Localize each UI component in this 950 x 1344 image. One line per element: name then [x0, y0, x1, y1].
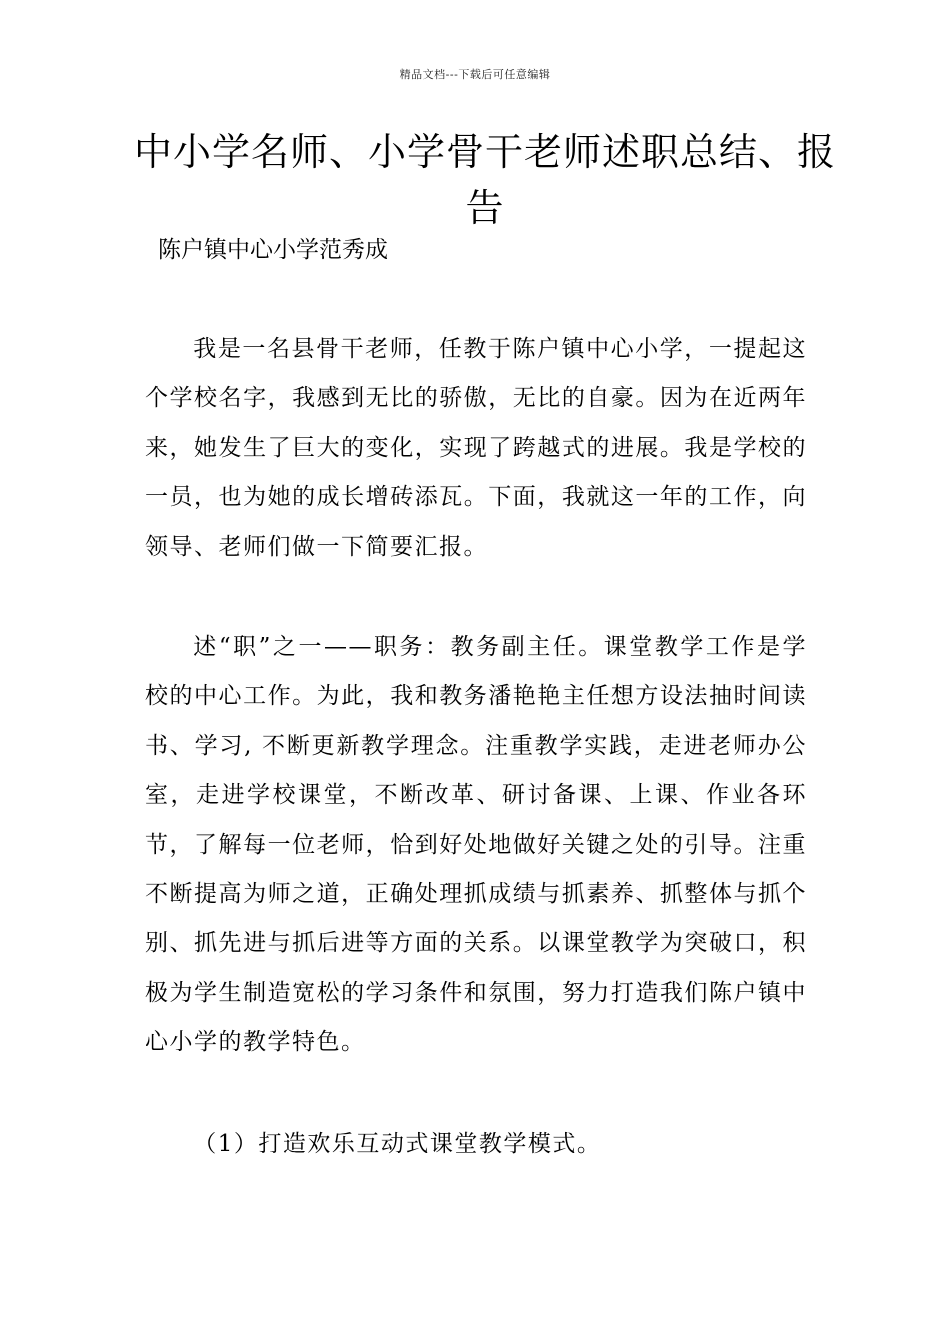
- header-note: 精品文档---下载后可任意编辑: [399, 68, 551, 81]
- document-title: 中小学名师、小学骨干老师述职总结、报告: [133, 130, 836, 230]
- body-paragraph-1: [145, 325, 807, 572]
- body-paragraph-2: [145, 623, 807, 1068]
- body-paragraph-3: [145, 1120, 807, 1169]
- paragraph-text: （1）打造欢乐互动式课堂教学模式。: [193, 1131, 602, 1157]
- paragraph-text: 我是一名县骨干老师，任教于陈户镇中心小学，一提起这个学校名字，我感到无比的骄傲，无比的自豪。因为在近两年来，她发生了巨大的变化，实现了跨越式的进展。我是学校的一员，也为她的成长增砖添瓦。下面，我就这一年的工作，向领导、老师们做一下简要汇报。: [145, 336, 807, 560]
- paragraph-text: 述“职”之一——职务：教务副主任。课堂教学工作是学校的中心工作。为此，我和教务潘艳艳主任想方设法抽时间读书、学习, 不断更新教学理念。注重教学实践，走进老师办公室，走进学校课堂，不断改革、研讨备课、上课、作业各环节，了解每一位老师，恰到好处地做好关键之处的引导。注重不断提高为师之道，正确处理抓成绩与抓素养、抓整体与抓个别、抓先进与抓后进等方面的关系。以课堂教学为突破口，积极为学生制造宽松的学习条件和氛围，努力打造我们陈户镇中心小学的教学特色。: [145, 634, 807, 1056]
- document-author: 陈户镇中心小学范秀成: [158, 237, 388, 263]
